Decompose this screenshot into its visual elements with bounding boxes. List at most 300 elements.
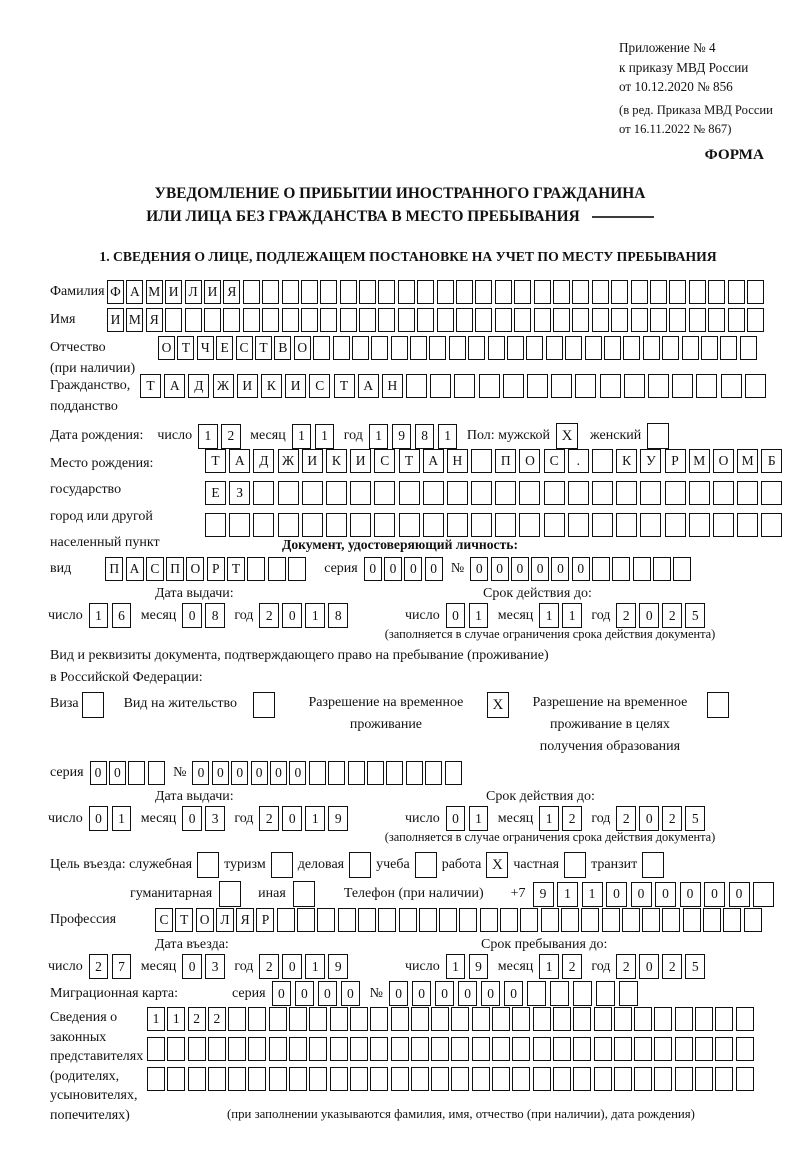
- char-box[interactable]: [391, 1037, 409, 1061]
- char-box[interactable]: О: [713, 449, 734, 473]
- char-box[interactable]: Т: [140, 374, 161, 398]
- char-box[interactable]: 0: [295, 981, 315, 1006]
- char-box[interactable]: 0: [272, 981, 292, 1006]
- char-box[interactable]: [534, 280, 551, 304]
- char-box[interactable]: Е: [205, 481, 226, 505]
- char-box[interactable]: 0: [389, 981, 409, 1006]
- char-box[interactable]: Р: [665, 449, 686, 473]
- char-box[interactable]: 1: [167, 1007, 185, 1031]
- char-box[interactable]: М: [126, 308, 143, 332]
- char-box[interactable]: 0: [282, 603, 302, 628]
- char-box[interactable]: [740, 336, 757, 360]
- char-box[interactable]: [640, 513, 661, 537]
- char-box[interactable]: [301, 280, 318, 304]
- char-box[interactable]: [533, 1067, 551, 1091]
- char-box[interactable]: [247, 557, 265, 581]
- char-box[interactable]: [391, 1007, 409, 1031]
- purpose-other-checkbox[interactable]: [293, 881, 315, 907]
- char-box[interactable]: 0: [404, 557, 422, 581]
- char-box[interactable]: 1: [198, 424, 218, 449]
- char-box[interactable]: [269, 1007, 287, 1031]
- char-box[interactable]: [326, 513, 347, 537]
- char-box[interactable]: [268, 557, 286, 581]
- char-box[interactable]: Е: [216, 336, 233, 360]
- purpose-study-checkbox[interactable]: [415, 852, 437, 878]
- char-box[interactable]: [648, 374, 669, 398]
- char-box[interactable]: [520, 908, 538, 932]
- char-box[interactable]: Д: [188, 374, 209, 398]
- char-box[interactable]: 1: [315, 424, 335, 449]
- char-box[interactable]: 1: [539, 806, 559, 831]
- char-box[interactable]: [370, 1037, 388, 1061]
- char-box[interactable]: [737, 481, 758, 505]
- char-box[interactable]: [701, 336, 718, 360]
- char-box[interactable]: Т: [177, 336, 194, 360]
- char-box[interactable]: [399, 513, 420, 537]
- char-box[interactable]: [297, 908, 315, 932]
- char-box[interactable]: З: [229, 481, 250, 505]
- char-box[interactable]: [188, 1037, 206, 1061]
- char-box[interactable]: 0: [90, 761, 107, 785]
- char-box[interactable]: [675, 1067, 693, 1091]
- char-box[interactable]: 0: [680, 882, 701, 907]
- char-box[interactable]: 0: [192, 761, 209, 785]
- char-box[interactable]: 8: [328, 603, 348, 628]
- char-box[interactable]: 1: [469, 603, 489, 628]
- char-box[interactable]: [148, 761, 165, 785]
- char-box[interactable]: [643, 336, 660, 360]
- char-box[interactable]: [512, 1007, 530, 1031]
- char-box[interactable]: [682, 336, 699, 360]
- char-box[interactable]: [330, 1007, 348, 1031]
- char-box[interactable]: 2: [221, 424, 241, 449]
- char-box[interactable]: 1: [369, 424, 389, 449]
- char-box[interactable]: [669, 280, 686, 304]
- char-box[interactable]: О: [294, 336, 311, 360]
- char-box[interactable]: М: [146, 280, 163, 304]
- char-box[interactable]: [456, 308, 473, 332]
- char-box[interactable]: [553, 280, 570, 304]
- char-box[interactable]: 5: [685, 954, 705, 979]
- char-box[interactable]: 0: [289, 761, 306, 785]
- char-box[interactable]: [447, 481, 468, 505]
- char-box[interactable]: [359, 280, 376, 304]
- char-box[interactable]: Б: [761, 449, 782, 473]
- char-box[interactable]: Ч: [197, 336, 214, 360]
- char-box[interactable]: [572, 308, 589, 332]
- char-box[interactable]: [228, 1037, 246, 1061]
- char-box[interactable]: К: [326, 449, 347, 473]
- char-box[interactable]: [653, 557, 671, 581]
- char-box[interactable]: 0: [341, 981, 361, 1006]
- char-box[interactable]: [269, 1037, 287, 1061]
- char-box[interactable]: В: [274, 336, 291, 360]
- char-box[interactable]: [723, 908, 741, 932]
- char-box[interactable]: Т: [205, 449, 226, 473]
- char-box[interactable]: [573, 1067, 591, 1091]
- char-box[interactable]: [475, 280, 492, 304]
- edu-permit-checkbox[interactable]: [707, 692, 729, 718]
- char-box[interactable]: А: [126, 280, 143, 304]
- char-box[interactable]: [147, 1067, 165, 1091]
- char-box[interactable]: 8: [205, 603, 225, 628]
- char-box[interactable]: 1: [539, 954, 559, 979]
- char-box[interactable]: [128, 761, 145, 785]
- char-box[interactable]: 1: [112, 806, 132, 831]
- char-box[interactable]: А: [358, 374, 379, 398]
- char-box[interactable]: [429, 336, 446, 360]
- char-box[interactable]: И: [165, 280, 182, 304]
- char-box[interactable]: [665, 513, 686, 537]
- char-box[interactable]: Ж: [213, 374, 234, 398]
- char-box[interactable]: [472, 1067, 490, 1091]
- char-box[interactable]: 0: [470, 557, 488, 581]
- char-box[interactable]: [654, 1067, 672, 1091]
- char-box[interactable]: 0: [182, 806, 202, 831]
- char-box[interactable]: [503, 374, 524, 398]
- char-box[interactable]: [248, 1067, 266, 1091]
- char-box[interactable]: 0: [729, 882, 750, 907]
- char-box[interactable]: [320, 280, 337, 304]
- char-box[interactable]: И: [237, 374, 258, 398]
- char-box[interactable]: [253, 481, 274, 505]
- char-box[interactable]: П: [166, 557, 184, 581]
- char-box[interactable]: 9: [533, 882, 554, 907]
- char-box[interactable]: 1: [305, 603, 325, 628]
- char-box[interactable]: [550, 981, 570, 1006]
- char-box[interactable]: [561, 908, 579, 932]
- char-box[interactable]: [600, 374, 621, 398]
- char-box[interactable]: [282, 280, 299, 304]
- char-box[interactable]: [594, 1067, 612, 1091]
- char-box[interactable]: [374, 513, 395, 537]
- char-box[interactable]: [309, 1067, 327, 1091]
- char-box[interactable]: [602, 908, 620, 932]
- char-box[interactable]: [451, 1037, 469, 1061]
- char-box[interactable]: 9: [328, 954, 348, 979]
- char-box[interactable]: С: [309, 374, 330, 398]
- char-box[interactable]: 0: [606, 882, 627, 907]
- char-box[interactable]: [689, 308, 706, 332]
- char-box[interactable]: [411, 1037, 429, 1061]
- char-box[interactable]: [631, 308, 648, 332]
- char-box[interactable]: Л: [216, 908, 234, 932]
- char-box[interactable]: [526, 336, 543, 360]
- char-box[interactable]: [594, 1007, 612, 1031]
- char-box[interactable]: [715, 1037, 733, 1061]
- char-box[interactable]: [437, 280, 454, 304]
- char-box[interactable]: 2: [259, 806, 279, 831]
- char-box[interactable]: 0: [572, 557, 590, 581]
- char-box[interactable]: Я: [146, 308, 163, 332]
- char-box[interactable]: [475, 308, 492, 332]
- char-box[interactable]: Т: [175, 908, 193, 932]
- char-box[interactable]: 1: [89, 603, 109, 628]
- char-box[interactable]: 0: [231, 761, 248, 785]
- char-box[interactable]: [662, 336, 679, 360]
- char-box[interactable]: С: [146, 557, 164, 581]
- char-box[interactable]: [302, 513, 323, 537]
- char-box[interactable]: О: [158, 336, 175, 360]
- char-box[interactable]: [720, 336, 737, 360]
- char-box[interactable]: [371, 336, 388, 360]
- char-box[interactable]: Н: [382, 374, 403, 398]
- char-box[interactable]: [622, 908, 640, 932]
- char-box[interactable]: 2: [208, 1007, 226, 1031]
- char-box[interactable]: [533, 1037, 551, 1061]
- char-box[interactable]: [534, 308, 551, 332]
- char-box[interactable]: [553, 1037, 571, 1061]
- char-box[interactable]: [527, 981, 547, 1006]
- char-box[interactable]: 1: [562, 603, 582, 628]
- char-box[interactable]: [611, 280, 628, 304]
- char-box[interactable]: И: [350, 449, 371, 473]
- char-box[interactable]: Т: [334, 374, 355, 398]
- char-box[interactable]: 0: [504, 981, 524, 1006]
- char-box[interactable]: [616, 481, 637, 505]
- char-box[interactable]: [374, 481, 395, 505]
- char-box[interactable]: [594, 1037, 612, 1061]
- char-box[interactable]: 0: [481, 981, 501, 1006]
- char-box[interactable]: [147, 1037, 165, 1061]
- char-box[interactable]: [689, 481, 710, 505]
- char-box[interactable]: [340, 308, 357, 332]
- char-box[interactable]: Ж: [278, 449, 299, 473]
- char-box[interactable]: [165, 308, 182, 332]
- char-box[interactable]: А: [164, 374, 185, 398]
- char-box[interactable]: Я: [223, 280, 240, 304]
- char-box[interactable]: [437, 308, 454, 332]
- char-box[interactable]: [495, 513, 516, 537]
- char-box[interactable]: Т: [255, 336, 272, 360]
- char-box[interactable]: [761, 481, 782, 505]
- char-box[interactable]: 0: [435, 981, 455, 1006]
- char-box[interactable]: [581, 908, 599, 932]
- char-box[interactable]: [471, 481, 492, 505]
- char-box[interactable]: 0: [364, 557, 382, 581]
- char-box[interactable]: [456, 280, 473, 304]
- char-box[interactable]: [512, 1067, 530, 1091]
- char-box[interactable]: [430, 374, 451, 398]
- char-box[interactable]: Ф: [107, 280, 124, 304]
- char-box[interactable]: 5: [685, 603, 705, 628]
- char-box[interactable]: 1: [557, 882, 578, 907]
- char-box[interactable]: [715, 1007, 733, 1031]
- purpose-official-checkbox[interactable]: [197, 852, 219, 878]
- char-box[interactable]: И: [204, 280, 221, 304]
- char-box[interactable]: [713, 513, 734, 537]
- char-box[interactable]: [761, 513, 782, 537]
- char-box[interactable]: [614, 1067, 632, 1091]
- char-box[interactable]: [672, 374, 693, 398]
- char-box[interactable]: [665, 481, 686, 505]
- char-box[interactable]: 2: [259, 603, 279, 628]
- char-box[interactable]: 0: [318, 981, 338, 1006]
- char-box[interactable]: [715, 1067, 733, 1091]
- char-box[interactable]: [399, 481, 420, 505]
- char-box[interactable]: [262, 280, 279, 304]
- char-box[interactable]: [398, 308, 415, 332]
- char-box[interactable]: [411, 1067, 429, 1091]
- char-box[interactable]: [309, 1007, 327, 1031]
- char-box[interactable]: [378, 908, 396, 932]
- char-box[interactable]: 0: [655, 882, 676, 907]
- char-box[interactable]: 2: [562, 954, 582, 979]
- char-box[interactable]: [553, 1007, 571, 1031]
- char-box[interactable]: [309, 761, 326, 785]
- char-box[interactable]: [544, 513, 565, 537]
- char-box[interactable]: [301, 308, 318, 332]
- char-box[interactable]: [623, 336, 640, 360]
- char-box[interactable]: [338, 908, 356, 932]
- char-box[interactable]: [592, 557, 610, 581]
- char-box[interactable]: [350, 1007, 368, 1031]
- char-box[interactable]: [471, 513, 492, 537]
- char-box[interactable]: 0: [212, 761, 229, 785]
- char-box[interactable]: [423, 513, 444, 537]
- char-box[interactable]: С: [155, 908, 173, 932]
- char-box[interactable]: 0: [182, 954, 202, 979]
- char-box[interactable]: [514, 280, 531, 304]
- char-box[interactable]: [507, 336, 524, 360]
- char-box[interactable]: [689, 280, 706, 304]
- char-box[interactable]: 2: [259, 954, 279, 979]
- char-box[interactable]: 1: [305, 806, 325, 831]
- char-box[interactable]: [406, 761, 423, 785]
- char-box[interactable]: 0: [704, 882, 725, 907]
- char-box[interactable]: [288, 557, 306, 581]
- char-box[interactable]: 2: [89, 954, 109, 979]
- char-box[interactable]: 9: [392, 424, 412, 449]
- char-box[interactable]: [454, 374, 475, 398]
- char-box[interactable]: [572, 280, 589, 304]
- char-box[interactable]: [689, 513, 710, 537]
- char-box[interactable]: [248, 1037, 266, 1061]
- char-box[interactable]: [348, 761, 365, 785]
- char-box[interactable]: [592, 308, 609, 332]
- char-box[interactable]: [278, 481, 299, 505]
- char-box[interactable]: [492, 1007, 510, 1031]
- char-box[interactable]: [370, 1007, 388, 1031]
- char-box[interactable]: 0: [631, 882, 652, 907]
- char-box[interactable]: 2: [616, 603, 636, 628]
- char-box[interactable]: [736, 1037, 754, 1061]
- char-box[interactable]: [350, 1067, 368, 1091]
- char-box[interactable]: 0: [270, 761, 287, 785]
- char-box[interactable]: [721, 374, 742, 398]
- char-box[interactable]: [527, 374, 548, 398]
- char-box[interactable]: 0: [446, 806, 466, 831]
- char-box[interactable]: 9: [328, 806, 348, 831]
- char-box[interactable]: [208, 1067, 226, 1091]
- char-box[interactable]: [713, 481, 734, 505]
- char-box[interactable]: 0: [182, 603, 202, 628]
- char-box[interactable]: [728, 280, 745, 304]
- char-box[interactable]: [278, 513, 299, 537]
- char-box[interactable]: 0: [639, 954, 659, 979]
- char-box[interactable]: 0: [251, 761, 268, 785]
- char-box[interactable]: [614, 1007, 632, 1031]
- char-box[interactable]: [631, 280, 648, 304]
- char-box[interactable]: [568, 481, 589, 505]
- char-box[interactable]: [423, 481, 444, 505]
- char-box[interactable]: [223, 308, 240, 332]
- char-box[interactable]: .: [568, 449, 589, 473]
- char-box[interactable]: [745, 374, 766, 398]
- char-box[interactable]: [573, 981, 593, 1006]
- char-box[interactable]: [352, 336, 369, 360]
- char-box[interactable]: [673, 557, 691, 581]
- char-box[interactable]: [708, 280, 725, 304]
- char-box[interactable]: [410, 336, 427, 360]
- residence-permit-checkbox[interactable]: [253, 692, 275, 718]
- char-box[interactable]: [585, 336, 602, 360]
- char-box[interactable]: [451, 1067, 469, 1091]
- char-box[interactable]: [695, 1037, 713, 1061]
- purpose-work-checkbox[interactable]: X: [486, 852, 508, 878]
- char-box[interactable]: 3: [205, 954, 225, 979]
- char-box[interactable]: [675, 1007, 693, 1031]
- char-box[interactable]: [229, 513, 250, 537]
- char-box[interactable]: [541, 908, 559, 932]
- char-box[interactable]: 2: [616, 806, 636, 831]
- char-box[interactable]: [431, 1067, 449, 1091]
- char-box[interactable]: [675, 1037, 693, 1061]
- char-box[interactable]: [616, 513, 637, 537]
- char-box[interactable]: [386, 761, 403, 785]
- char-box[interactable]: 0: [384, 557, 402, 581]
- char-box[interactable]: [439, 908, 457, 932]
- char-box[interactable]: [492, 1037, 510, 1061]
- visa-checkbox[interactable]: [82, 692, 104, 718]
- char-box[interactable]: 0: [282, 806, 302, 831]
- char-box[interactable]: [289, 1007, 307, 1031]
- char-box[interactable]: [551, 374, 572, 398]
- char-box[interactable]: [391, 1067, 409, 1091]
- char-box[interactable]: [269, 1067, 287, 1091]
- char-box[interactable]: [634, 1067, 652, 1091]
- char-box[interactable]: 0: [282, 954, 302, 979]
- char-box[interactable]: [406, 374, 427, 398]
- char-box[interactable]: [398, 280, 415, 304]
- char-box[interactable]: И: [302, 449, 323, 473]
- char-box[interactable]: [350, 1037, 368, 1061]
- char-box[interactable]: [642, 908, 660, 932]
- char-box[interactable]: [313, 336, 330, 360]
- sex-female-checkbox[interactable]: [647, 423, 669, 449]
- char-box[interactable]: О: [186, 557, 204, 581]
- char-box[interactable]: [451, 1007, 469, 1031]
- char-box[interactable]: Н: [447, 449, 468, 473]
- char-box[interactable]: [592, 280, 609, 304]
- char-box[interactable]: 0: [491, 557, 509, 581]
- char-box[interactable]: 0: [531, 557, 549, 581]
- char-box[interactable]: [736, 1007, 754, 1031]
- char-box[interactable]: [568, 513, 589, 537]
- char-box[interactable]: [167, 1067, 185, 1091]
- char-box[interactable]: [204, 308, 221, 332]
- char-box[interactable]: 1: [305, 954, 325, 979]
- char-box[interactable]: [459, 908, 477, 932]
- purpose-private-checkbox[interactable]: [564, 852, 586, 878]
- char-box[interactable]: [262, 308, 279, 332]
- char-box[interactable]: [669, 308, 686, 332]
- char-box[interactable]: Т: [227, 557, 245, 581]
- char-box[interactable]: Р: [207, 557, 225, 581]
- char-box[interactable]: [696, 374, 717, 398]
- char-box[interactable]: [328, 761, 345, 785]
- char-box[interactable]: [654, 1007, 672, 1031]
